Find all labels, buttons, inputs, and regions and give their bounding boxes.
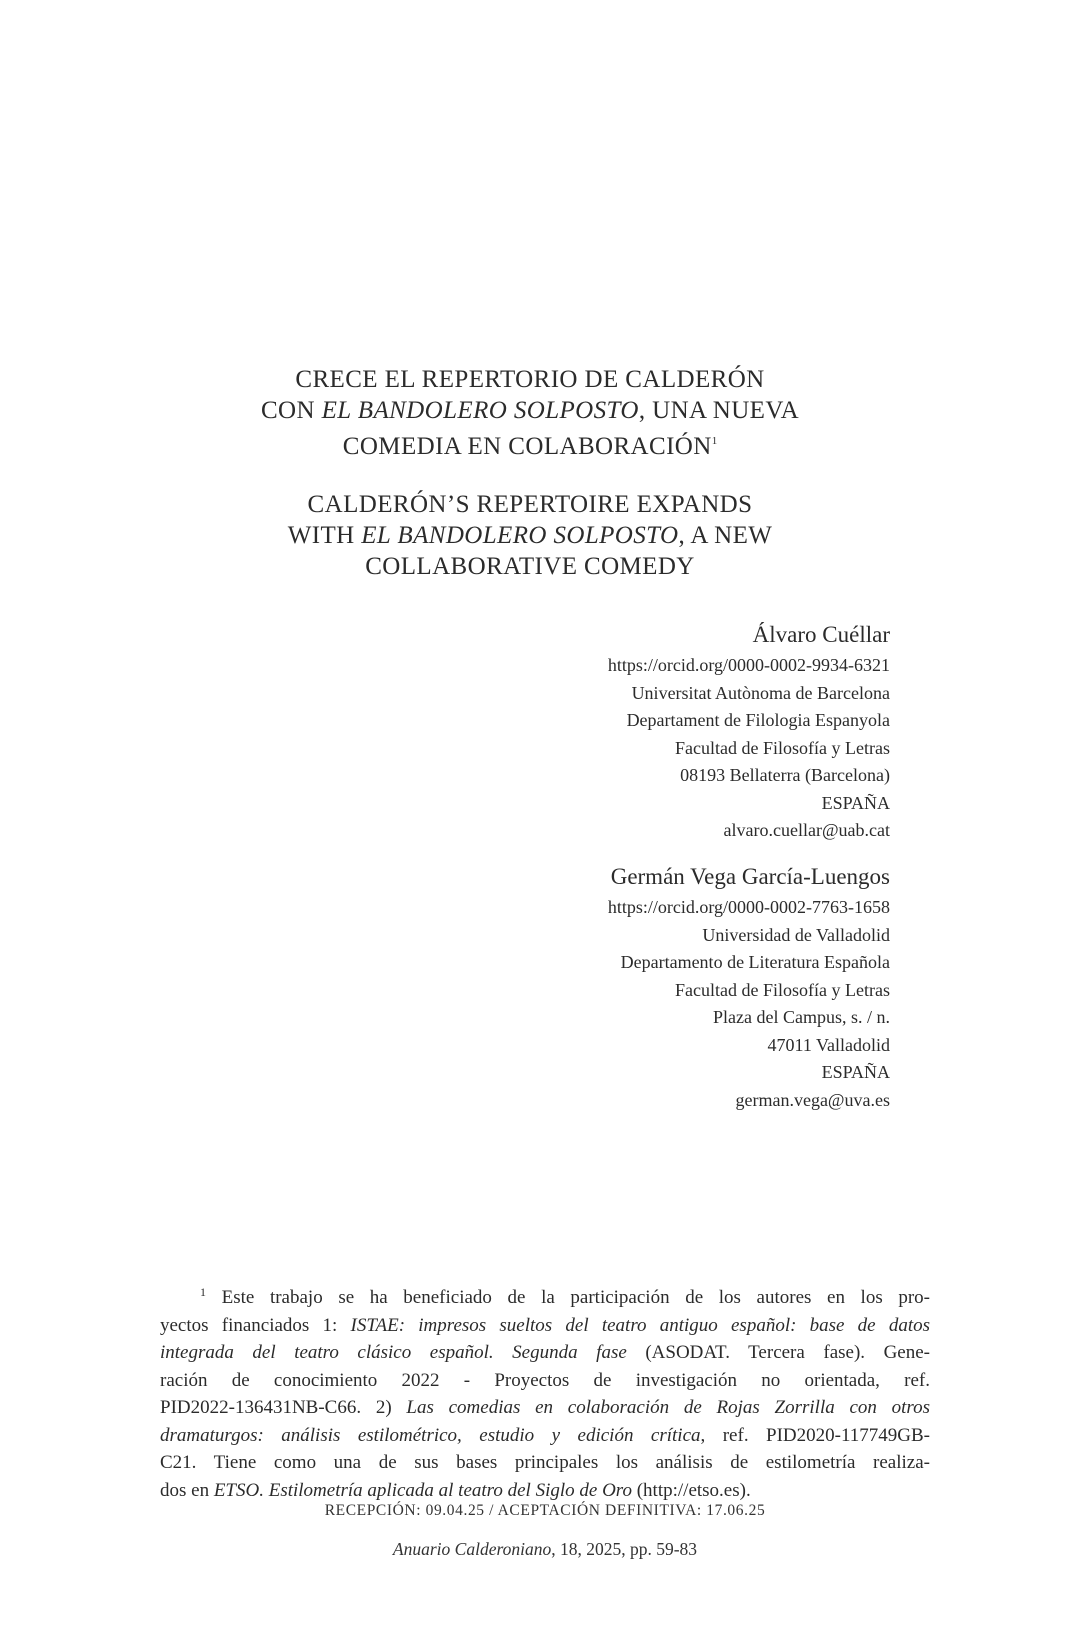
journal-name: Anuario Calderoniano	[392, 1539, 552, 1559]
spanish-title-line-3-text: COMEDIA EN COLABORACIÓN	[342, 433, 712, 460]
spanish-title-line-2	[160, 395, 900, 426]
footnote-line-8	[160, 1477, 930, 1505]
footnote-line-3	[160, 1339, 930, 1367]
author-2-email: german.vega@uva.es	[735, 1089, 890, 1110]
footnote-project-title-2: Las comedias en colaboración de Rojas Zorrilla con otros	[406, 1397, 931, 1418]
footnote-line-3-text: (ASODAT. Tercera fase). Gene-	[626, 1342, 930, 1363]
english-title-line-3: COLLABORATIVE COMEDY	[365, 553, 695, 580]
footnote-line-6	[160, 1422, 930, 1450]
footnote-etso-title: ETSO. Estilometría aplicada al teatro del Siglo de Oro	[213, 1479, 632, 1501]
spanish-title-work-name: EL BANDOLERO SOLPOSTO	[321, 397, 639, 424]
author-2-country: ESPAÑA	[821, 1062, 890, 1082]
english-title-line-2-end: , A NEW	[678, 522, 773, 549]
english-title-line-2	[160, 520, 900, 551]
footnote-line-7: C21. Tiene como una de sus bases principales los análisis de estilometría realiza-	[160, 1452, 930, 1473]
english-title-line-1: CALDERÓN’S REPERTOIRE EXPANDS	[307, 491, 753, 518]
reception-dates: RECEPCIÓN: 09.04.25 / ACEPTACIÓN DEFINITIVA: 17.06.25	[324, 1502, 766, 1519]
author-2-department: Departamento de Literatura Española	[620, 952, 890, 972]
footnote-1	[160, 1279, 930, 1504]
footnote-line-6-text: , ref. PID2020-117749GB-	[700, 1424, 930, 1446]
spanish-title	[160, 364, 900, 462]
english-title	[160, 489, 900, 582]
footnote-project-title-1: ISTAE: impresos sueltos del teatro antiguo español: base de datos	[350, 1314, 930, 1336]
author-2-street: Plaza del Campus, s. / n.	[713, 1007, 890, 1027]
footnote-line-5-text: PID2022-136431NB-C66. 2)	[160, 1397, 407, 1418]
footnote-reference-mark: 1	[711, 435, 718, 447]
author-2-orcid: https://orcid.org/0000-0002-7763-1658	[607, 897, 890, 917]
author-1-name: Álvaro Cuéllar	[752, 622, 890, 647]
spanish-title-line-3	[160, 426, 900, 462]
english-title-work-name: EL BANDOLERO SOLPOSTO	[361, 522, 679, 549]
author-2-name: Germán Vega García-Luengos	[610, 864, 890, 889]
author-1-department: Departament de Filologia Espanyola	[626, 710, 890, 730]
footnote-line-1-text: Este trabajo se ha beneficiado de la participación de los autores en los pro-	[221, 1287, 930, 1308]
author-2-address: 47011 Valladolid	[767, 1034, 890, 1055]
footnote-etso-url: (http://etso.es).	[631, 1479, 751, 1501]
author-1-faculty: Facultad de Filosofía y Letras	[675, 737, 890, 758]
author-2-faculty: Facultad de Filosofía y Letras	[675, 979, 890, 1000]
footnote-mark: 1	[200, 1285, 206, 1299]
author-1-orcid: https://orcid.org/0000-0002-9934-6321	[607, 655, 890, 675]
footnote-line-1	[160, 1279, 930, 1312]
spanish-title-line-1: CRECE EL REPERTORIO DE CALDERÓN	[295, 366, 765, 393]
footnote-line-8-text: dos en	[160, 1479, 214, 1501]
journal-details: , 18, 2025, pp. 59-83	[551, 1539, 698, 1559]
footnote-line-2-text: yectos financiados 1:	[160, 1314, 351, 1336]
footnote-line-2	[160, 1312, 930, 1340]
footnote-line-4: ración de conocimiento 2022 - Proyectos de investigación no orientada, ref.	[160, 1369, 930, 1391]
english-title-line-2-start: WITH	[287, 522, 362, 549]
spanish-title-line-2-start: CON	[260, 397, 322, 424]
footnote-project-title-2-cont: dramaturgos: análisis estilométrico, estudio y edición crítica	[160, 1424, 701, 1446]
spanish-title-line-2-end: , UNA NUEVA	[638, 397, 800, 424]
journal-citation	[160, 1539, 930, 1560]
author-2-block	[330, 862, 890, 1114]
author-1-email: alvaro.cuellar@uab.cat	[723, 820, 890, 840]
author-1-country: ESPAÑA	[821, 792, 890, 813]
author-2-institution: Universidad de Valladolid	[702, 924, 890, 945]
footnote-project-title-1-cont: integrada del teatro clásico español. Segunda fase	[160, 1342, 627, 1363]
footnote-line-5	[160, 1394, 930, 1422]
author-1-address: 08193 Bellaterra (Barcelona)	[680, 765, 890, 785]
author-1-institution: Universitat Autònoma de Barcelona	[631, 682, 890, 703]
author-1-block	[330, 620, 890, 845]
